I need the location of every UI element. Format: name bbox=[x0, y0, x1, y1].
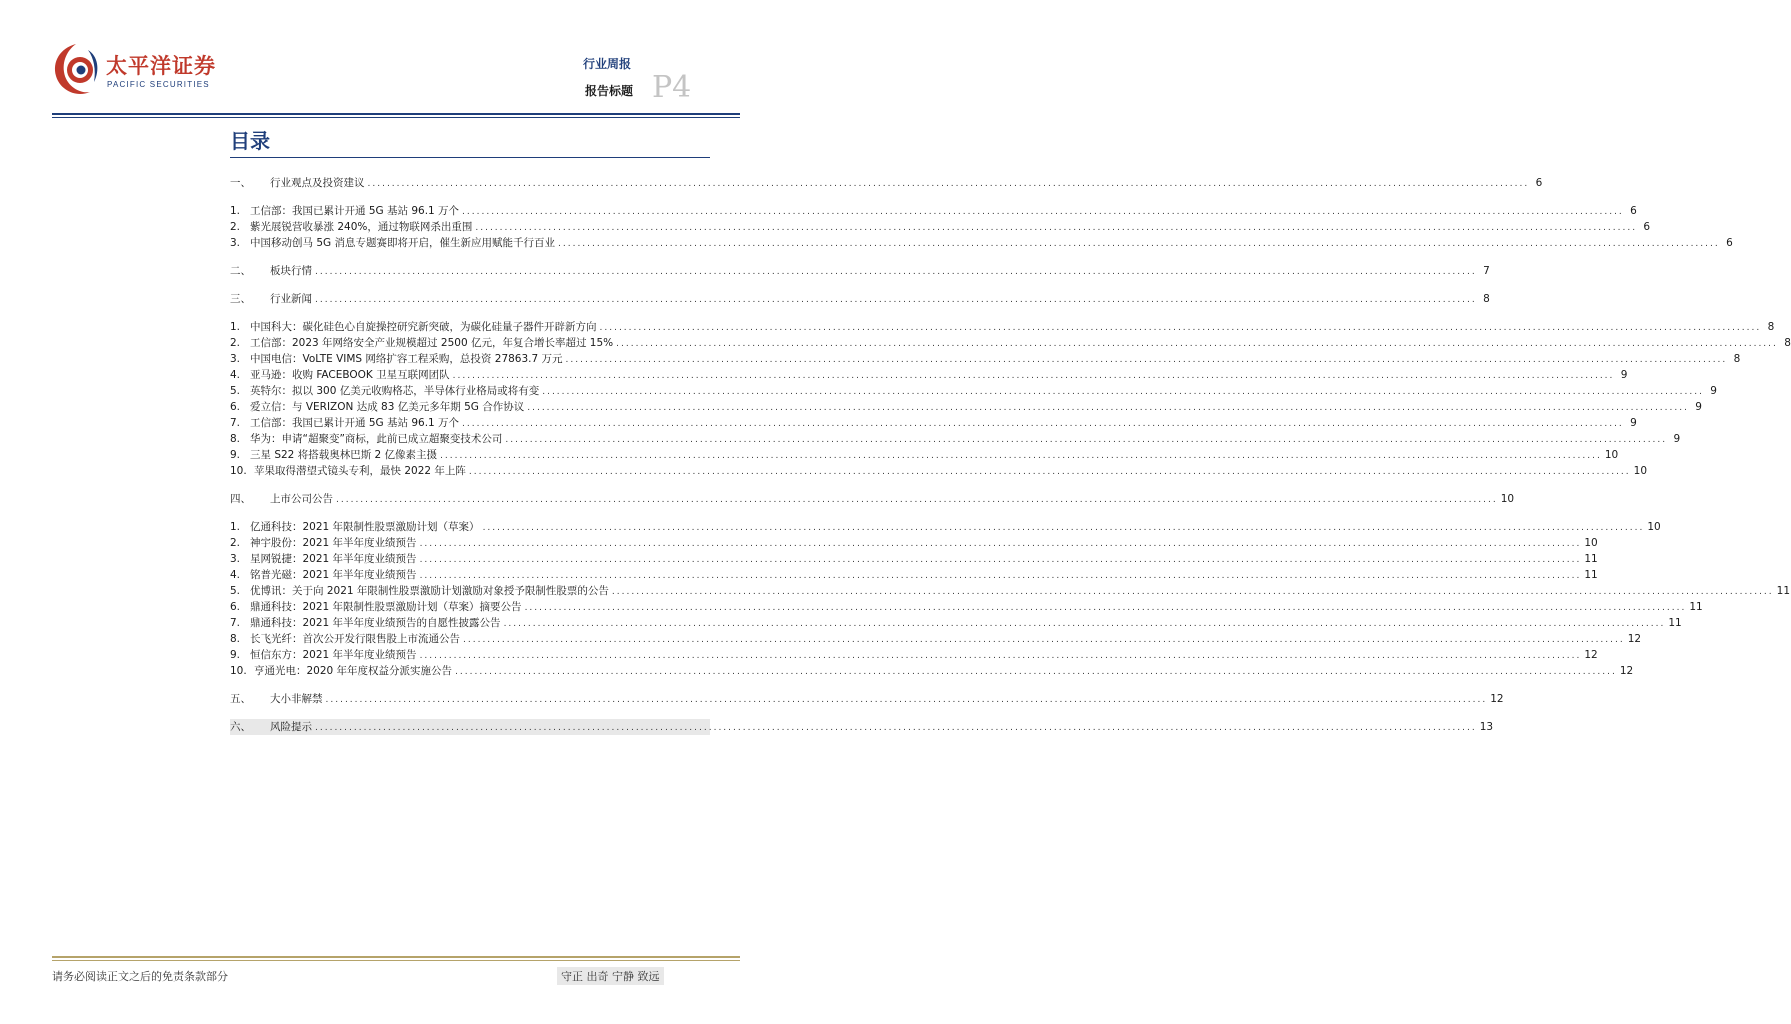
toc-entry-number: 五、 bbox=[230, 693, 251, 705]
toc-entry-title: 鼎通科技：2021 年限制性股票激励计划（草案）摘要公告 bbox=[250, 601, 522, 613]
toc-leader-dots bbox=[455, 664, 1617, 680]
toc-entry-number: 一、 bbox=[230, 177, 251, 189]
toc-leader-dots bbox=[483, 520, 1645, 536]
toc-entry-number: 2. bbox=[230, 221, 241, 233]
toc-leader-dots bbox=[462, 204, 1624, 220]
toc-entry[interactable] bbox=[230, 351, 1741, 367]
toc-entry[interactable] bbox=[230, 367, 1628, 383]
toc-entry-number: 5. bbox=[230, 385, 241, 397]
toc-entry[interactable] bbox=[230, 291, 1490, 307]
toc-entry-title: 亚马逊：收购 FACEBOOK 卫星互联网团队 bbox=[250, 369, 450, 381]
toc-entry[interactable] bbox=[230, 567, 1598, 583]
logo-mark-icon bbox=[50, 40, 102, 100]
toc-entry-page: 11 bbox=[1689, 601, 1703, 613]
toc-entry-number: 4. bbox=[230, 369, 241, 381]
toc-entry-title: 苹果取得潜望式镜头专利，最快 2022 年上阵 bbox=[254, 465, 466, 477]
toc-entry-page: 10 bbox=[1500, 493, 1515, 505]
footer-divider-thin bbox=[52, 960, 740, 961]
toc-entry[interactable] bbox=[230, 319, 1775, 335]
toc-entry-number: 2. bbox=[230, 537, 241, 549]
toc-entry-page: 6 bbox=[1726, 237, 1733, 249]
toc-entry-title: 中国科大：碳化硅色心自旋操控研究新突破，为碳化硅量子器件开辟新方向 bbox=[250, 321, 597, 333]
toc-entry[interactable] bbox=[230, 447, 1619, 463]
toc-leader-dots bbox=[440, 448, 1602, 464]
toc-leader-dots bbox=[336, 492, 1498, 508]
toc-entry-number: 7. bbox=[230, 417, 241, 429]
header-divider-thin bbox=[52, 117, 740, 118]
toc-entry[interactable] bbox=[230, 203, 1637, 219]
toc-entry[interactable] bbox=[230, 519, 1661, 535]
toc-entry-number: 8. bbox=[230, 633, 241, 645]
toc-entry-page: 9 bbox=[1695, 401, 1702, 413]
toc-entry[interactable] bbox=[230, 599, 1703, 615]
toc-entry-page: 8 bbox=[1784, 337, 1791, 349]
toc-entry-page: 7 bbox=[1483, 265, 1490, 277]
toc-entry-title: 优博讯：关于向 2021 年限制性股票激励计划激励对象授予限制性股票的公告 bbox=[250, 585, 609, 597]
toc-leader-dots bbox=[469, 464, 1631, 480]
toc-entry-title: 亿通科技：2021 年限制性股票激励计划（草案） bbox=[250, 521, 480, 533]
footer-divider bbox=[52, 956, 740, 958]
toc-entry-title: 铭普光磁：2021 年半年度业绩预告 bbox=[250, 569, 417, 581]
toc-entry-title: 恒信东方：2021 年半年度业绩预告 bbox=[250, 649, 417, 661]
toc-entry-page: 11 bbox=[1584, 553, 1598, 565]
toc-entry[interactable] bbox=[230, 551, 1598, 567]
toc-entry-page: 13 bbox=[1479, 721, 1494, 733]
report-type: 行业周报 bbox=[583, 57, 632, 71]
toc-entry-page: 9 bbox=[1630, 417, 1637, 429]
toc-title: 目录 bbox=[230, 129, 270, 153]
toc-entry-page: 9 bbox=[1710, 385, 1717, 397]
toc-entry-title: 三星 S22 将搭载奥林巴斯 2 亿像素主摄 bbox=[250, 449, 438, 461]
toc-entry[interactable] bbox=[230, 719, 1494, 735]
toc-entry-title: 板块行情 bbox=[270, 265, 312, 277]
toc-entry-page: 12 bbox=[1490, 693, 1504, 705]
toc-entry-number: 2. bbox=[230, 337, 241, 349]
toc-entry-title: 英特尔：拟以 300 亿美元收购格芯，半导体行业格局或将有变 bbox=[250, 385, 540, 397]
toc-entry[interactable] bbox=[230, 631, 1642, 647]
toc-entry-title: 神宇股份：2021 年半年度业绩预告 bbox=[250, 537, 417, 549]
toc-entry[interactable] bbox=[230, 431, 1681, 447]
toc-leader-dots bbox=[505, 432, 1667, 448]
toc-leader-dots bbox=[453, 368, 1615, 384]
toc-leader-dots bbox=[420, 536, 1582, 552]
toc-entry-title: 工信部：2023 年网络安全产业规模超过 2500 亿元，年复合增长率超过 15% bbox=[250, 337, 614, 349]
toc-entry-number: 1. bbox=[230, 205, 241, 217]
toc-entry-page: 8 bbox=[1483, 293, 1490, 305]
table-of-contents bbox=[230, 175, 1791, 735]
toc-entry[interactable] bbox=[230, 463, 1648, 479]
toc-leader-dots bbox=[326, 692, 1488, 708]
logo-cn-text: 太平洋证券 bbox=[106, 54, 216, 78]
toc-entry-number: 10. bbox=[230, 665, 247, 677]
toc-entry-title: 长飞光纤：首次公开发行限售股上市流通公告 bbox=[250, 633, 460, 645]
toc-entry-number: 10. bbox=[230, 465, 247, 477]
toc-leader-dots bbox=[420, 568, 1582, 584]
toc-entry-title: 华为：申请“超聚变”商标，此前已成立超聚变技术公司 bbox=[250, 433, 503, 445]
toc-leader-dots bbox=[616, 336, 1778, 352]
toc-entry-number: 三、 bbox=[230, 293, 251, 305]
toc-entry-number: 6. bbox=[230, 601, 241, 613]
toc-leader-dots bbox=[315, 720, 1477, 736]
toc-entry[interactable] bbox=[230, 219, 1651, 235]
toc-entry-number: 4. bbox=[230, 569, 241, 581]
footer-disclaimer: 请务必阅读正文之后的免责条款部分 bbox=[52, 970, 228, 983]
toc-entry-title: 中国移动创马 5G 消息专题赛即将开启，催生新应用赋能千行百业 bbox=[250, 237, 555, 249]
toc-entry-number: 1. bbox=[230, 321, 241, 333]
toc-entry-number: 六、 bbox=[230, 721, 251, 733]
toc-entry-number: 1. bbox=[230, 521, 241, 533]
toc-entry-page: 10 bbox=[1633, 465, 1648, 477]
toc-entry-title: 工信部：我国已累计开通 5G 基站 96.1 万个 bbox=[250, 205, 460, 217]
toc-leader-dots bbox=[463, 632, 1625, 648]
toc-leader-dots bbox=[368, 176, 1530, 192]
toc-leader-dots bbox=[600, 320, 1762, 336]
toc-entry-number: 5. bbox=[230, 585, 241, 597]
toc-entry-number: 四、 bbox=[230, 493, 251, 505]
toc-leader-dots bbox=[566, 352, 1728, 368]
toc-entry-page: 8 bbox=[1733, 353, 1741, 365]
toc-entry-title: 中国电信：VoLTE VIMS 网络扩容工程采购，总投资 27863.7 万元 bbox=[250, 353, 563, 365]
header-divider bbox=[52, 113, 740, 115]
toc-entry-page: 10 bbox=[1647, 521, 1661, 533]
toc-title-underline bbox=[230, 157, 710, 158]
toc-entry[interactable] bbox=[230, 175, 1543, 191]
toc-leader-dots bbox=[504, 616, 1666, 632]
toc-entry[interactable] bbox=[230, 691, 1504, 707]
toc-entry-page: 6 bbox=[1630, 205, 1637, 217]
toc-entry[interactable] bbox=[230, 535, 1598, 551]
toc-entry-page: 12 bbox=[1627, 633, 1642, 645]
company-logo bbox=[50, 40, 220, 100]
toc-leader-dots bbox=[542, 384, 1704, 400]
toc-entry[interactable] bbox=[230, 647, 1598, 663]
report-title: 报告标题 bbox=[585, 84, 634, 98]
toc-entry-page: 9 bbox=[1620, 369, 1628, 381]
toc-entry-page: 11 bbox=[1776, 585, 1791, 597]
footer-motto: 守正 出奇 宁静 致远 bbox=[557, 967, 664, 985]
toc-leader-dots bbox=[558, 236, 1720, 252]
toc-entry-page: 12 bbox=[1619, 665, 1634, 677]
toc-entry-title: 上市公司公告 bbox=[270, 493, 333, 505]
toc-entry-number: 3. bbox=[230, 353, 241, 365]
toc-entry-page: 8 bbox=[1767, 321, 1775, 333]
toc-entry[interactable] bbox=[230, 583, 1791, 599]
toc-entry-page: 11 bbox=[1584, 569, 1598, 581]
toc-entry-page: 10 bbox=[1604, 449, 1619, 461]
toc-leader-dots bbox=[612, 584, 1774, 600]
toc-leader-dots bbox=[420, 648, 1582, 664]
toc-entry-page: 10 bbox=[1584, 537, 1598, 549]
toc-entry[interactable] bbox=[230, 263, 1490, 279]
toc-entry-number: 9. bbox=[230, 449, 241, 461]
toc-entry-number: 6. bbox=[230, 401, 241, 413]
toc-entry[interactable] bbox=[230, 335, 1791, 351]
toc-leader-dots bbox=[475, 220, 1637, 236]
toc-entry-title: 行业新闻 bbox=[270, 293, 312, 305]
toc-entry-number: 3. bbox=[230, 237, 241, 249]
toc-entry-title: 行业观点及投资建议 bbox=[270, 177, 365, 189]
toc-entry-title: 亨通光电：2020 年年度权益分派实施公告 bbox=[254, 665, 453, 677]
toc-entry-title: 紫光展锐营收暴涨 240%，通过物联网杀出重围 bbox=[250, 221, 473, 233]
toc-entry-number: 8. bbox=[230, 433, 241, 445]
page-number: P4 bbox=[652, 70, 692, 105]
logo-en-text: PACIFIC SECURITIES bbox=[107, 80, 210, 89]
toc-entry-title: 风险提示 bbox=[270, 721, 312, 733]
toc-entry-page: 6 bbox=[1643, 221, 1651, 233]
toc-leader-dots bbox=[420, 552, 1582, 568]
toc-entry-title: 爱立信：与 VERIZON 达成 83 亿美元多年期 5G 合作协议 bbox=[250, 401, 525, 413]
toc-entry-page: 11 bbox=[1668, 617, 1682, 629]
toc-entry-page: 9 bbox=[1673, 433, 1681, 445]
toc-leader-dots bbox=[315, 264, 1477, 280]
toc-leader-dots bbox=[462, 416, 1624, 432]
toc-entry-title: 星网锐捷：2021 年半年度业绩预告 bbox=[250, 553, 417, 565]
toc-entry-number: 二、 bbox=[230, 265, 251, 277]
toc-entry-number: 9. bbox=[230, 649, 241, 661]
toc-entry-title: 大小非解禁 bbox=[270, 693, 323, 705]
toc-entry[interactable] bbox=[230, 491, 1515, 507]
toc-leader-dots bbox=[315, 292, 1477, 308]
toc-entry[interactable] bbox=[230, 663, 1634, 679]
toc-entry-number: 7. bbox=[230, 617, 241, 629]
toc-entry-title: 工信部：我国已累计开通 5G 基站 96.1 万个 bbox=[250, 417, 460, 429]
toc-entry[interactable] bbox=[230, 399, 1702, 415]
toc-entry[interactable] bbox=[230, 615, 1682, 631]
toc-entry[interactable] bbox=[230, 235, 1733, 251]
toc-entry[interactable] bbox=[230, 415, 1637, 431]
toc-entry[interactable] bbox=[230, 383, 1717, 399]
toc-entry-number: 3. bbox=[230, 553, 241, 565]
toc-leader-dots bbox=[525, 600, 1687, 616]
toc-leader-dots bbox=[527, 400, 1689, 416]
toc-entry-title: 鼎通科技：2021 年半年度业绩预告的自愿性披露公告 bbox=[250, 617, 501, 629]
toc-entry-page: 6 bbox=[1535, 177, 1543, 189]
toc-entry-page: 12 bbox=[1584, 649, 1598, 661]
